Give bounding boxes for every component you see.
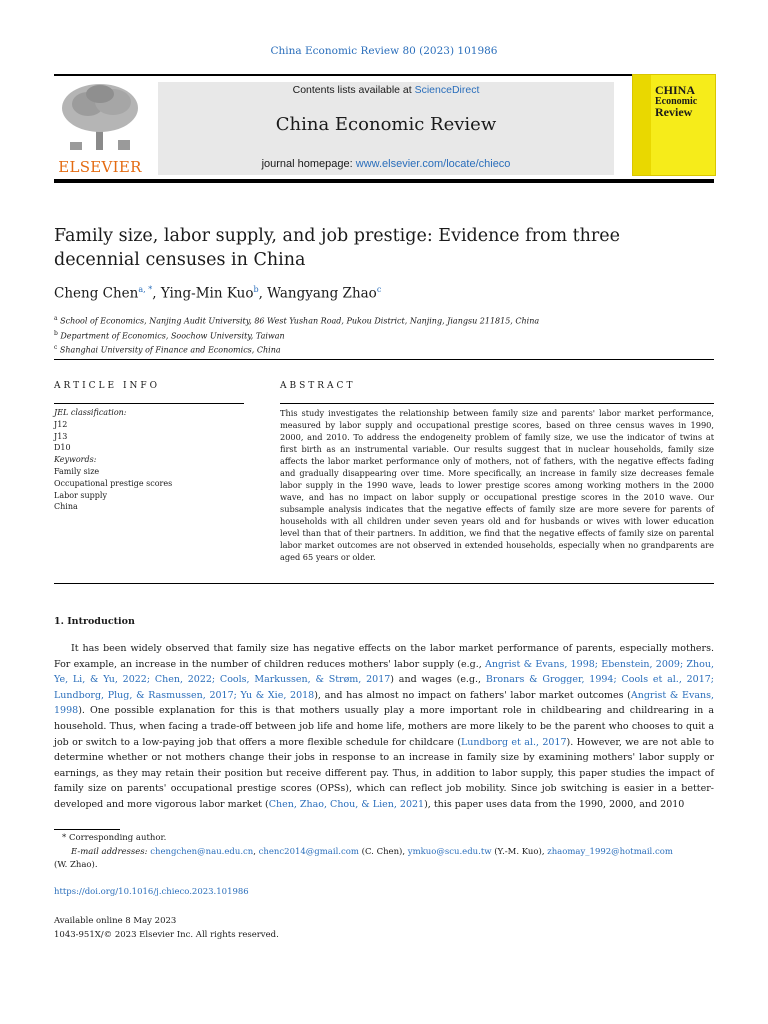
author-separator: ,: [258, 285, 268, 302]
keyword: Family size: [54, 466, 100, 476]
keyword: China: [54, 502, 78, 512]
citation-link[interactable]: Angrist & Evans, 1998: [54, 689, 714, 717]
body-text: ) and wages (e.g.,: [390, 674, 486, 686]
email-owner: (C. Chen),: [358, 846, 408, 857]
author-sup[interactable]: c: [376, 285, 382, 294]
journal-reference[interactable]: China Economic Review 80 (2023) 101986: [270, 45, 498, 57]
body-text: ), this paper uses data from the 1990, 2000, and 2010: [424, 798, 685, 810]
corresponding-text: Corresponding author.: [68, 833, 167, 843]
email-link[interactable]: chenc2014@gmail.com: [258, 846, 359, 857]
body-text: ). However, we are not able to determine whether or not mothers change their jobs in response to an increase in family size by examining mothers' labor supply or earnings, as they may retain their position but receive different pay. Thus, in addition to labor supply, this paper studies the impact of family size on parents' occupational prestige scores (OPSs), which can reflect job mobility. Since job switching is easier in a better-developed and more vigorous labor market (: [54, 736, 714, 810]
email-line: E-mail addresses: chengchen@nau.edu.cn, chenc2014@gmail.com (C. Chen), ymkuo@scu.edu.tw (Y.-M. Kuo), zhaomay_1992@hotmail.com: [71, 846, 673, 857]
citation-link[interactable]: Angrist & Evans, 1998; Ebenstein, 2009; Zhou, Ye, Li, & Yu, 2022; Chen, 2022; Cools, Markussen, & Strøm, 2017: [54, 658, 715, 686]
article-info-heading: ARTICLE INFO: [54, 381, 161, 391]
affiliation: [54, 313, 539, 328]
affiliation-sup: b: [54, 329, 58, 337]
abstract-text: This study investigates the relationship between family size and parents' labor market performance, measured by labor supply and occupational prestige scores, based on three census waves in 1990, 2000, and 2010. To address the endogeneity problem of family size, we use the indicator of twins at first birth as an instrumental variable. Our results suggest that in nuclear households, family size affects the labor market performance only of mothers, not of fathers, with the negative effects fading and gradually disappearing over time. More specifically, an increase in family size decreases female labor supply in the 1990 wave, leads to lower prestige scores among working mothers in the 2000 wave, and has no impact on labor supply or occupational prestige scores in the 2010 wave. Our subsample analysis indicates that the negative effects of family size are more severe for parents of households with all children under seven years old and for husbands or wives with lower education level than that of their partners. In addition, we find that the negative effects of family size on parental labor market outcomes are not observed in extended households, especially when no grandparents are aged 65 years or older.: [280, 408, 714, 562]
author-name[interactable]: Cheng Chen: [54, 285, 139, 302]
section-rule: [54, 583, 714, 584]
body-text: ). One possible explanation for this is that mothers usually play a more important role in childbearing and childrearing in a household. Thus, when facing a trade-off between job life and home life, mothers are more likely to be the parent who chooses to quit a job or switch to a low-paying job that offers a more flexible schedule for childcare (: [54, 705, 714, 748]
citation-link[interactable]: Chen, Zhao, Chou, & Lien, 2021: [268, 798, 425, 810]
author-list: [54, 285, 381, 302]
abstract-rule: [280, 403, 714, 404]
author-name[interactable]: Wangyang Zhao: [267, 285, 377, 302]
corresponding-note: [54, 832, 714, 846]
asterisk: *: [62, 833, 69, 843]
elsevier-tree-icon: [58, 82, 142, 152]
homepage-link[interactable]: www.elsevier.com/locate/chieco: [355, 158, 511, 170]
affiliation-text: Shanghai University of Finance and Economics, China: [59, 345, 281, 355]
affiliation-text: Department of Economics, Soochow University, Taiwan: [60, 331, 285, 341]
author-sup[interactable]: a, *: [138, 285, 153, 294]
article-info-rule: [54, 403, 244, 404]
section-rule: [54, 359, 714, 360]
author-name[interactable]: Ying-Min Kuo: [160, 285, 254, 302]
email-link[interactable]: zhaomay_1992@hotmail.com: [547, 846, 673, 857]
affiliation-sup: a: [54, 315, 58, 322]
keyword: Occupational prestige scores: [54, 478, 173, 488]
author-separator: ,: [152, 285, 161, 302]
affiliations: [54, 313, 539, 357]
contents-prefix: Contents lists available at: [292, 84, 415, 96]
citation-link[interactable]: Lundborg et al., 2017: [461, 736, 567, 748]
masthead-top-rule: [54, 74, 714, 76]
email-label: E-mail addresses:: [71, 846, 148, 857]
jel-code: J13: [54, 431, 68, 441]
body-text: ), and has almost no impact on fathers' labor market outcomes (: [314, 689, 631, 701]
email-owner-line: (W. Zhao).: [54, 860, 98, 870]
affiliation: [54, 328, 539, 343]
available-online: Available online 8 May 2023: [54, 916, 177, 926]
copyright: 1043-951X/© 2023 Elsevier Inc. All rights reserved.: [54, 930, 279, 940]
keywords-label: Keywords:: [54, 455, 97, 465]
keyword: Labor supply: [54, 490, 107, 500]
homepage-prefix: journal homepage:: [261, 158, 356, 170]
affiliation: [54, 342, 539, 357]
email-link[interactable]: chengchen@nau.edu.cn: [150, 846, 254, 857]
abstract-heading: ABSTRACT: [280, 381, 356, 391]
cover-line-3: Review: [655, 105, 693, 119]
jel-label: JEL classification:: [54, 408, 127, 417]
intro-paragraph: [54, 641, 714, 813]
affiliation-sup: c: [54, 344, 58, 352]
author-sup[interactable]: b: [253, 285, 259, 294]
journal-title: China Economic Review: [275, 114, 497, 135]
elsevier-logo[interactable]: [54, 80, 146, 178]
doi-link[interactable]: https://doi.org/10.1016/j.chieco.2023.101986: [54, 887, 249, 897]
homepage-line: [158, 158, 614, 170]
body-text: It has been widely observed that family size has negative effects on the labor market performance of parents, especially mothers. For example, an increase in the number of children reduces mothers' labor supply (e.g.,: [54, 643, 714, 670]
email-link[interactable]: ymkuo@scu.edu.tw: [407, 846, 492, 857]
elsevier-wordmark: ELSEVIER: [58, 158, 142, 176]
cover-title: [655, 85, 697, 118]
article-title: Family size, labor supply, and job prestige: Evidence from three decennial censuses in China: [54, 226, 621, 270]
cover-line-2: Economic: [655, 96, 698, 107]
affiliation-text: School of Economics, Nanjing Audit University, 86 West Yushan Road, Pukou District, Nanjing, Jiangsu 211815, China: [60, 316, 540, 326]
cover-strip: [633, 75, 651, 175]
section-heading: 1. Introduction: [54, 616, 135, 627]
article-info: [54, 407, 254, 513]
masthead-bottom-rule: [54, 179, 714, 183]
journal-cover[interactable]: [632, 74, 716, 176]
jel-code: J12: [54, 419, 68, 429]
masthead: [54, 74, 714, 184]
citation-link[interactable]: Bronars & Grogger, 1994; Cools et al., 2017; Lundborg, Plug, & Rasmussen, 2017; Yu & Xie, 2018: [54, 674, 715, 701]
jel-code: D10: [54, 443, 71, 453]
footnote-rule: [54, 829, 120, 830]
footnotes: [54, 832, 714, 873]
email-owner: (Y.-M. Kuo),: [491, 846, 548, 857]
contents-line: [158, 84, 614, 96]
sciencedirect-link[interactable]: ScienceDirect: [414, 84, 480, 96]
publication-info: [54, 914, 279, 942]
cover-line-1: CHINA: [655, 83, 696, 97]
journal-banner: [158, 82, 614, 175]
